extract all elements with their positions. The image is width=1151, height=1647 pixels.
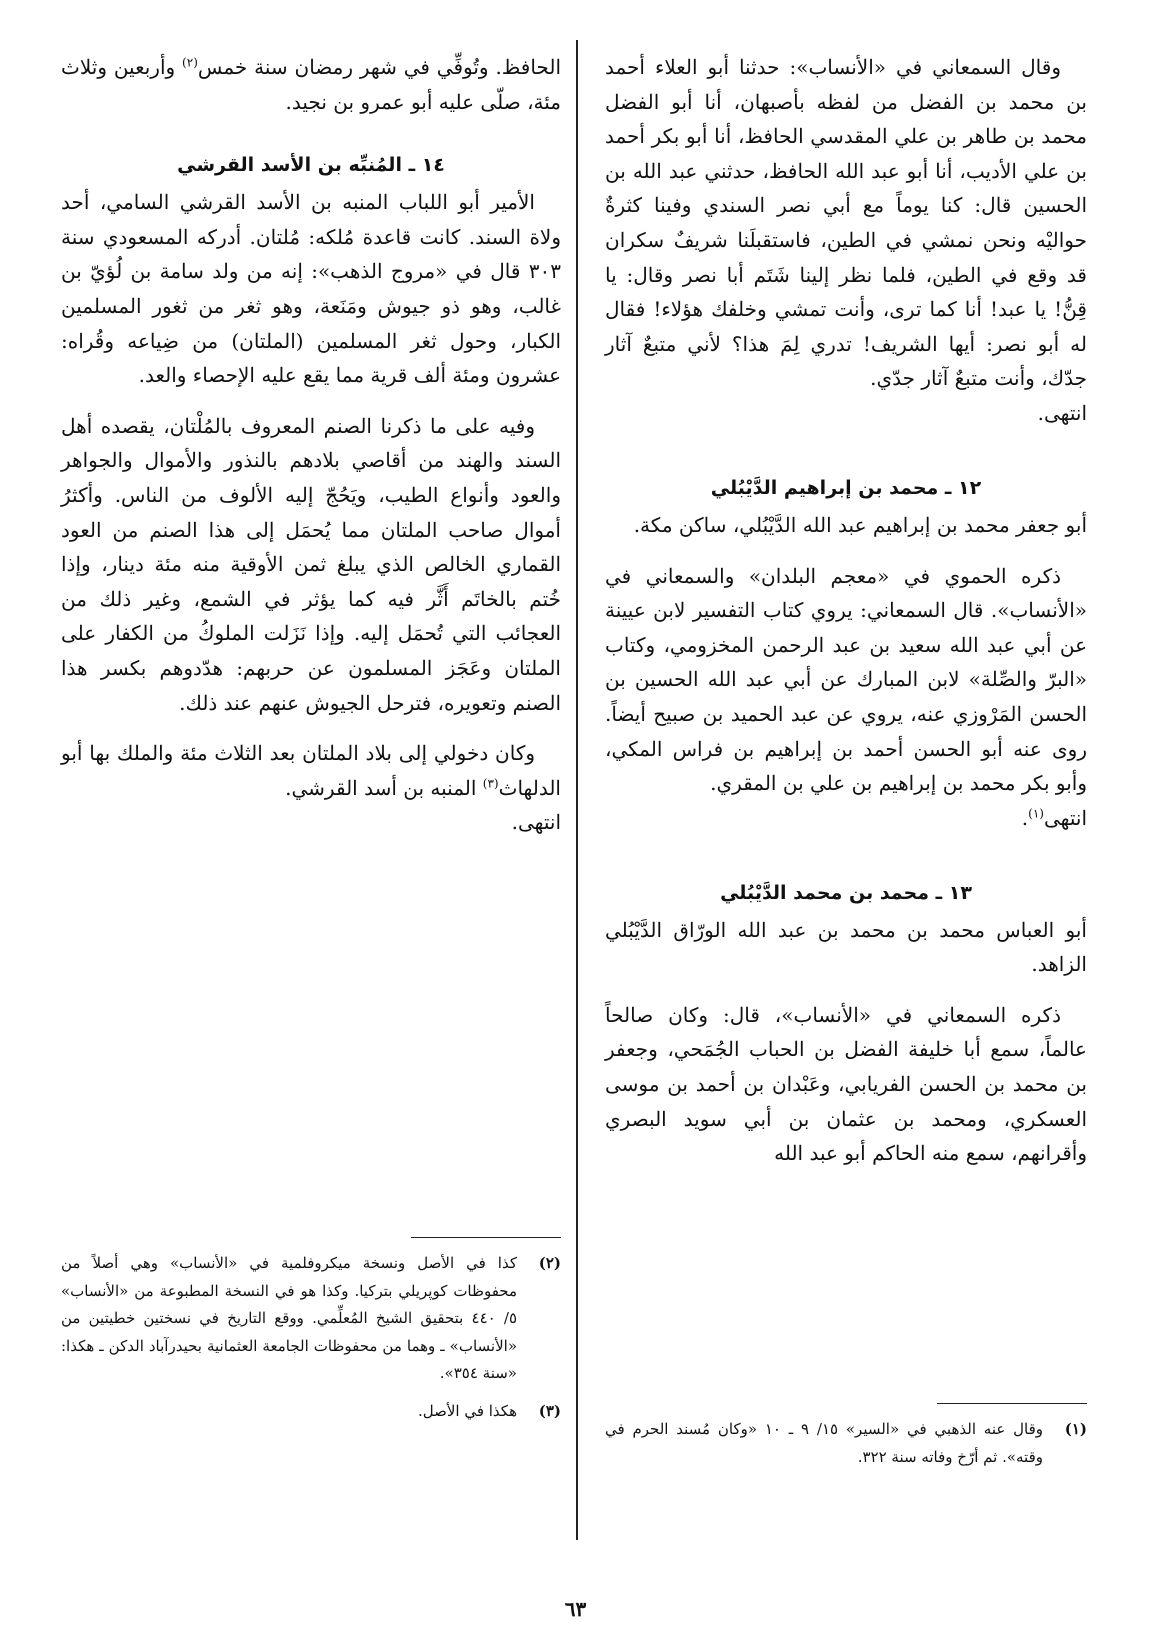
section-13-intro: أبو العباس محمد بن محمد بن عبد الله الورّاق الدَّيْبُلي الزاهد. xyxy=(605,917,1087,977)
footnotes-right xyxy=(605,1403,1087,1481)
section-14-body: وفيه على ما ذكرنا الصنم المعروف بالمُلْتان، يقصده أهل السند والهند من أقاصي بلادهم بالنذور والأموال والجواهر والعود وأنواع الطيب، ويَحُجّ إليه الألوف من الناس. وأكثرُ أموال صاحب الملتان مما يُحمَل إلى هذا الصنم من العود القماري الخالص الذي يبلغ ثمن الأوقية منه مئة دينار، وإذا خُتم بالخاتَم أَثَّر فيه كما يؤثر في الشمع، وغير ذلك من العجائب التي تُحمَل إليه. وإذا نَزَلت الملوكُ من الكفار على الملتان وعَجَز المسلمون عن حربهم: هدّدوهم بكسر هذا الصنم وتعويره، فترحل الجيوش عنهم عند ذلك. xyxy=(61,413,561,715)
footnote-number: (١) xyxy=(1064,1420,1087,1438)
continuation-paragraph xyxy=(61,50,561,119)
section-14-closing-text-end: المنبه بن أسد القرشي. xyxy=(285,775,483,800)
section-13-body: ذكره السمعاني في «الأنساب»، قال: وكان صالحاً عالماً، سمع أبا خليفة الفضل بن الحباب الجُمَحي، وجعفر بن محمد بن الحسن الفريابي، وعَبْدان بن أحمد بن موسى العسكري، ومحمد بن عثمان بن أبي سويد البصري وأقرانهم، سمع منه الحاكم أبو عبد الله xyxy=(605,1002,1087,1166)
section-14-closing xyxy=(61,736,561,805)
section-heading-13: ١٣ ـ محمد بن محمد الدَّيْبُلي xyxy=(720,881,972,904)
footnote-number: (٢) xyxy=(538,1254,561,1272)
column-divider xyxy=(576,40,578,1540)
continuation-text: الحافظ. وتُوفِّي في شهر رمضان سنة خمس xyxy=(197,55,561,79)
footnote-ref-3: (٣) xyxy=(482,776,499,791)
section-14-end-word: انتهى. xyxy=(511,810,561,835)
footnote-text: كذا في الأصل ونسخة ميكروفلمية في «الأنساب» وهي أصلاً من محفوظات كوپريلي بتركيا. وكذا هو في النسخة المطبوعة من «الأنساب» ٥/ ٤٤٠ بتحقيق الشيخ المُعلِّمي. ووقع التاريخ في نسختين خطيتين من «الأنساب» ـ وهما من محفوظات الجامعة العثمانية بحيدرآباد الدكن ـ هكذا: «سنة ٣٥٤». xyxy=(61,1254,518,1382)
section-12-end xyxy=(605,801,1087,835)
footnote-ref-1: (١) xyxy=(1028,806,1044,821)
footnote-ref-2: (٢) xyxy=(182,55,198,70)
left-column xyxy=(61,50,561,839)
footnote-2 xyxy=(61,1250,561,1388)
intro-paragraph: وقال السمعاني في «الأنساب»: حدثنا أبو العلاء أحمد بن محمد بن الفضل من لفظه بأصبهان، أنا أبو الفضل محمد بن طاهر بن علي المقدسي الحافظ، أنا أبو بكر أحمد بن علي الأديب، أنا أبو عبد الله الحافظ، حدثني عبد الله بن الحسين قال: كنا يوماً مع أبي نصر السندي وفينا كثرةٌ حواليْه ونحن نمشي في الطين، فاستقبلَنا شريفٌ سكران قد وقع في الطين، فلما نظر إلينا شَتَم أبا نصر وقال: يا قِنُّ! يا عبد! أنا كما ترى، وأنت تمشي وخلفك هؤلاء! فقال له أبو نصر: أيها الشريف! تدري لِمَ هذا؟ لأني متبعٌ آثار جدّك، وأنت متبعٌ آثار جدّي. xyxy=(605,55,1087,391)
section-14-closing-text: وكان دخولي إلى بلاد الملتان بعد الثلاث مئة والملك بها أبو الدلهاث xyxy=(61,741,561,800)
footnote-number: (٣) xyxy=(538,1401,561,1420)
footnote-rule xyxy=(937,1403,1087,1404)
footnotes-left xyxy=(61,1237,561,1435)
right-column xyxy=(605,50,1087,1171)
section-heading-14: ١٤ ـ المُنبِّه بن الأسد القرشي xyxy=(177,154,445,177)
page-number: ٦٣ xyxy=(564,1597,587,1621)
footnote-3 xyxy=(61,1398,561,1426)
continuation-text-end: وأربعين وثلاث مئة، صلّى عليه أبو عمرو بن نجيد. xyxy=(61,55,561,114)
section-14-intro: الأمير أبو اللباب المنبه بن الأسد القرشي السامي، أحد ولاة السند. كانت قاعدة مُلكه: مُلتان. أدركه المسعودي سنة ٣٠٣ قال في «مروج الذهب»: إنه من ولد سامة بن لُؤيّ بن غالب، وهو ذو جيوش ومَنَعة، وهو ثغر من ثغور المسلمين الكبار، وحول ثغر المسلمين (الملتان) من ضِياعه وقُراه: عشرون ومئة ألف قرية مما يقع عليه الإحصاء والعد. xyxy=(61,190,561,388)
footnote-text: وقال عنه الذهبي في «السير» ١٥/ ٩ ـ ١٠ «وكان مُسند الحرم في وقته». ثم أرّخ وفاته سنة ٣٢٢. xyxy=(605,1420,1043,1466)
section-12-end-dot: . xyxy=(1021,805,1029,830)
footnote-1 xyxy=(605,1416,1087,1471)
section-12-intro: أبو جعفر محمد بن إبراهيم عبد الله الدَّيْبُلي، ساكن مكة. xyxy=(633,512,1087,537)
intro-end-word: انتهى. xyxy=(1037,400,1087,425)
footnote-text: هكذا في الأصل. xyxy=(417,1401,517,1420)
section-12-end-word: انتهى xyxy=(1043,805,1087,830)
section-12-body: ذكره الحموي في «معجم البلدان» والسمعاني في «الأنساب». قال السمعاني: يروي كتاب التفسير لابن عيينة عن أبي عبد الله سعيد بن عبد الرحمن المخزومي، وكتاب «البرّ والصِّلة» لابن المبارك عن أبي عبد الله الحسين بن الحسن المَرْوزي عنه، يروي عن عبد الحميد بن صبيح أيضاً. روى عنه أبو الحسن أحمد بن إبراهيم بن فراس المكي، وأبو بكر محمد بن إبراهيم بن علي بن المقري. xyxy=(605,563,1087,796)
footnote-rule xyxy=(411,1237,561,1238)
section-heading-12: ١٢ ـ محمد بن إبراهيم الدَّيْبُلي xyxy=(710,476,982,499)
